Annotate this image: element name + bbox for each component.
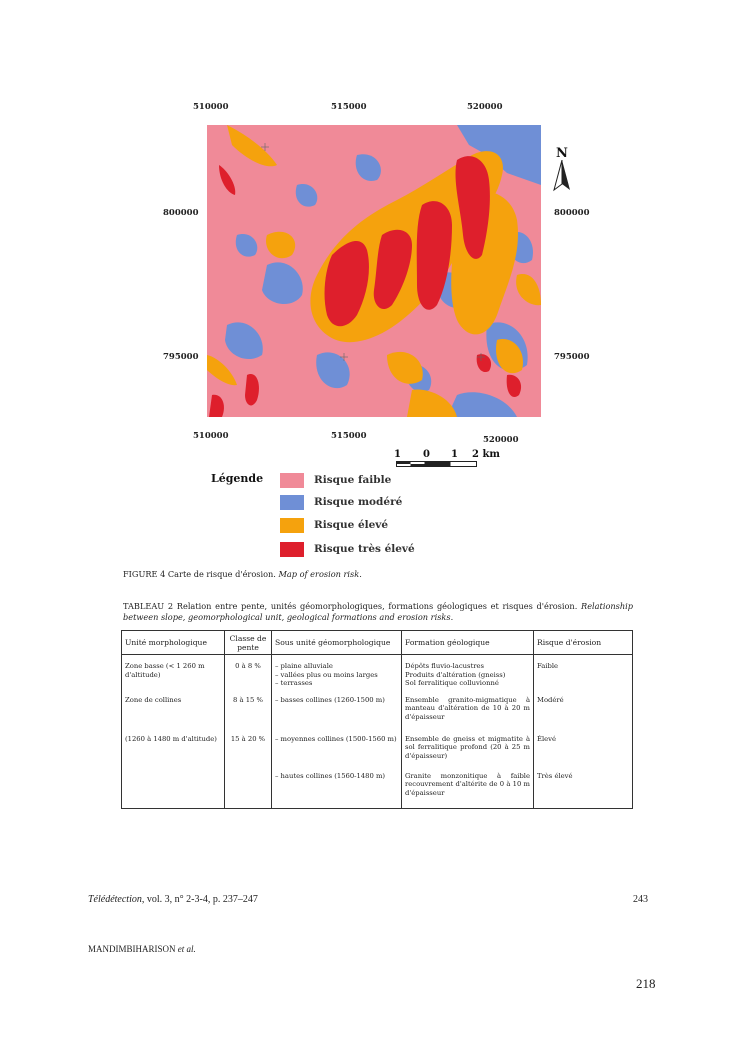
cell-sous-unite: – moyennes collines (1500-1560 m) [272, 735, 402, 772]
legend-swatch-modere [280, 495, 304, 510]
cell-sous-unite [272, 655, 402, 696]
map-coord-bottom-1: 510000 [193, 431, 229, 441]
header-unite: Unité morphologique [122, 631, 225, 655]
sous-unite-line: – plaine alluviale [275, 662, 333, 670]
cell-formation: Ensemble de gneiss et migmatite à sol ferralitique profond (20 à 25 m d'épaisseur) [402, 735, 534, 772]
sous-unite-line: – vallées plus ou moins larges [275, 670, 378, 679]
table-row [122, 772, 633, 809]
author-name: MANDIMBIHARISON [88, 944, 176, 954]
journal-name: Télédétection [88, 894, 142, 905]
cell-pente: 0 à 8 % [225, 655, 272, 696]
legend-title: Légende [211, 472, 264, 485]
cell-risque: Modéré [534, 696, 633, 735]
formation-line: Dépôts fluvio-lacustres [405, 662, 484, 670]
scale-label-2km: 2 km [472, 449, 500, 460]
cell-formation: Ensemble granito-migmatique à manteau d'altération de 10 à 20 m d'épaisseur [402, 696, 534, 735]
table-caption [123, 601, 633, 623]
cell-pente [225, 772, 272, 809]
header-risque: Risque d'érosion [534, 631, 633, 655]
header-pente: Classe de pente [225, 631, 272, 655]
map-coord-right-2: 795000 [554, 352, 590, 362]
map-coord-bottom-2: 515000 [331, 431, 367, 441]
sous-unite-line: – terrasses [275, 679, 313, 687]
journal-page-number: 243 [633, 894, 648, 905]
cell-risque: Élevé [534, 735, 633, 772]
legend-item-eleve [280, 517, 388, 533]
header-formation: Formation géologique [402, 631, 534, 655]
figure-caption-label: FIGURE 4 Carte de risque d'érosion. [123, 569, 276, 579]
north-label: N [556, 146, 568, 161]
cell-unite: (1260 à 1480 m d'altitude) [122, 735, 225, 772]
cell-risque: Faible [534, 655, 633, 696]
legend-label-eleve: Risque élevé [314, 519, 389, 531]
cell-pente: 8 à 15 % [225, 696, 272, 735]
header-sous-unite: Sous unité géomorphologique [272, 631, 402, 655]
legend-label-modere: Risque modéré [314, 496, 403, 508]
cell-sous-unite: – basses collines (1260-1500 m) [272, 696, 402, 735]
cell-sous-unite: – hautes collines (1560-1480 m) [272, 772, 402, 809]
north-arrow-icon [553, 160, 571, 192]
table-row [122, 735, 633, 772]
figure-caption [123, 569, 633, 580]
map-coord-top-3: 520000 [467, 102, 503, 112]
legend-item-faible [280, 472, 391, 488]
map-coord-left-1: 800000 [163, 208, 199, 218]
map-coord-top-2: 515000 [331, 102, 367, 112]
cell-pente: 15 à 20 % [225, 735, 272, 772]
figure-caption-english: Map of erosion risk. [278, 569, 362, 579]
author-etal: et al. [177, 944, 196, 954]
map-coord-right-1: 800000 [554, 208, 590, 218]
erosion-table [121, 630, 633, 809]
scale-label-0: 0 [423, 449, 430, 460]
legend-item-modere [280, 494, 402, 510]
legend-item-tres-eleve [280, 541, 415, 557]
scale-bar [396, 460, 478, 468]
cell-formation [402, 655, 534, 696]
page-number: 218 [636, 976, 656, 991]
scale-label-1: 1 [394, 449, 401, 460]
cell-unite [122, 772, 225, 809]
running-header-authors [88, 944, 196, 954]
map-coord-left-2: 795000 [163, 352, 199, 362]
table-row [122, 655, 633, 696]
cell-unite: Zone basse (< 1 260 m d'altitude) [122, 655, 225, 696]
journal-citation [88, 894, 258, 905]
legend-swatch-faible [280, 473, 304, 488]
erosion-risk-map [207, 125, 541, 417]
cell-unite: Zone de collines [122, 696, 225, 735]
cell-formation: Granite monzonitique à faible recouvrement d'altérite de 0 à 10 m d'épaisseur [402, 772, 534, 809]
legend-swatch-eleve [280, 518, 304, 533]
cell-risque: Très élevé [534, 772, 633, 809]
map-coord-bottom-3: 520000 [483, 435, 519, 445]
formation-line: Produits d'altération (gneiss) [405, 670, 506, 679]
legend-label-tres-eleve: Risque très élevé [314, 543, 415, 555]
table-caption-label: TABLEAU 2 Relation entre pente, unités géomorphologiques, formations géologiques et risques d'érosion. [123, 601, 578, 611]
journal-volume: , vol. 3, n° 2-3-4, p. 237–247 [141, 894, 258, 905]
scale-label-1b: 1 [451, 449, 458, 460]
legend-swatch-tres-eleve [280, 542, 304, 557]
legend-label-faible: Risque faible [314, 474, 392, 486]
table-caption-english: Relationship between slope, geomorphological unit, geological formations and erosion risks. [123, 601, 633, 622]
formation-line: Sol ferralitique colluvionné [405, 679, 499, 687]
table-header-row [122, 631, 633, 655]
map-coord-top-1: 510000 [193, 102, 229, 112]
table-row [122, 696, 633, 735]
